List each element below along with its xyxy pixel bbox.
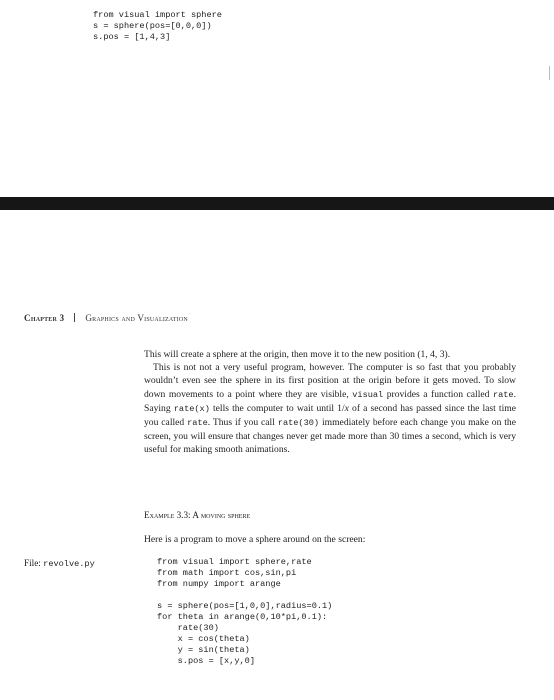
inline-code: rate bbox=[187, 418, 208, 429]
example-title: Example 3.3: A moving sphere bbox=[144, 510, 251, 520]
example-code-listing bbox=[157, 557, 332, 667]
running-head bbox=[24, 313, 188, 323]
math-variable: x bbox=[344, 402, 349, 414]
inline-code: rate bbox=[492, 389, 514, 400]
example-intro: Here is a program to move a sphere around on the screen: bbox=[144, 534, 366, 545]
inline-code: visual bbox=[352, 389, 384, 400]
code-line: s.pos = [1,4,3] bbox=[93, 32, 171, 42]
paragraph-text: tells the computer to wait until 1/ bbox=[209, 402, 345, 414]
code-line: s = sphere(pos=[1,0,0],radius=0.1) bbox=[157, 601, 333, 611]
paragraph-text: . Thus if you call bbox=[207, 417, 278, 429]
code-line: from numpy import arange bbox=[157, 579, 281, 589]
code-line bbox=[157, 590, 332, 601]
code-line: from visual import sphere,rate bbox=[157, 557, 312, 567]
code-line: s.pos = [x,y,0] bbox=[157, 656, 255, 666]
paragraph-2 bbox=[144, 361, 516, 456]
inline-code: rate(x) bbox=[173, 403, 210, 414]
code-line: y = sin(theta) bbox=[157, 645, 250, 655]
code-line: rate(30) bbox=[157, 623, 219, 633]
file-name: revolve.py bbox=[43, 559, 95, 569]
paragraph-1 bbox=[144, 348, 516, 361]
file-label-prefix: File: bbox=[24, 558, 44, 568]
code-line: from visual import sphere bbox=[93, 10, 222, 20]
running-head-separator bbox=[74, 313, 75, 322]
paragraph-text: provides a function called bbox=[383, 388, 493, 400]
paragraph-text: immediately before each change you make on the screen, you will ensure that changes never get made more than 30 times a second, which is very useful for making smooth animations. bbox=[144, 417, 516, 456]
chapter-label: Chapter 3 bbox=[24, 313, 65, 323]
top-code-listing bbox=[93, 10, 222, 43]
file-label bbox=[24, 558, 95, 569]
section-label: Graphics and Visualization bbox=[85, 313, 188, 323]
paragraph-text: of a second has passed since the last time you called bbox=[144, 402, 516, 429]
page-edge-mark bbox=[549, 66, 550, 80]
page-divider-bar bbox=[0, 197, 554, 210]
code-line: for theta in arange(0,10*pi,0.1): bbox=[157, 612, 328, 622]
paragraph-text: This is not not a very useful program, however. The computer is so fast that you probably wouldn’t even see the sphere in its first position at the origin before it gets moved. To slow down movements to a point where they are visible, bbox=[144, 362, 516, 400]
code-line: s = sphere(pos=[0,0,0]) bbox=[93, 21, 212, 31]
inline-code: rate(30) bbox=[277, 418, 320, 429]
paragraph-text: This will create a sphere at the origin, then move it to the new position (1, 4, 3). bbox=[144, 349, 451, 360]
body-text bbox=[144, 348, 516, 457]
code-line: x = cos(theta) bbox=[157, 634, 250, 644]
paragraph-text: . Saying bbox=[144, 388, 516, 414]
code-line: from math import cos,sin,pi bbox=[157, 568, 297, 578]
